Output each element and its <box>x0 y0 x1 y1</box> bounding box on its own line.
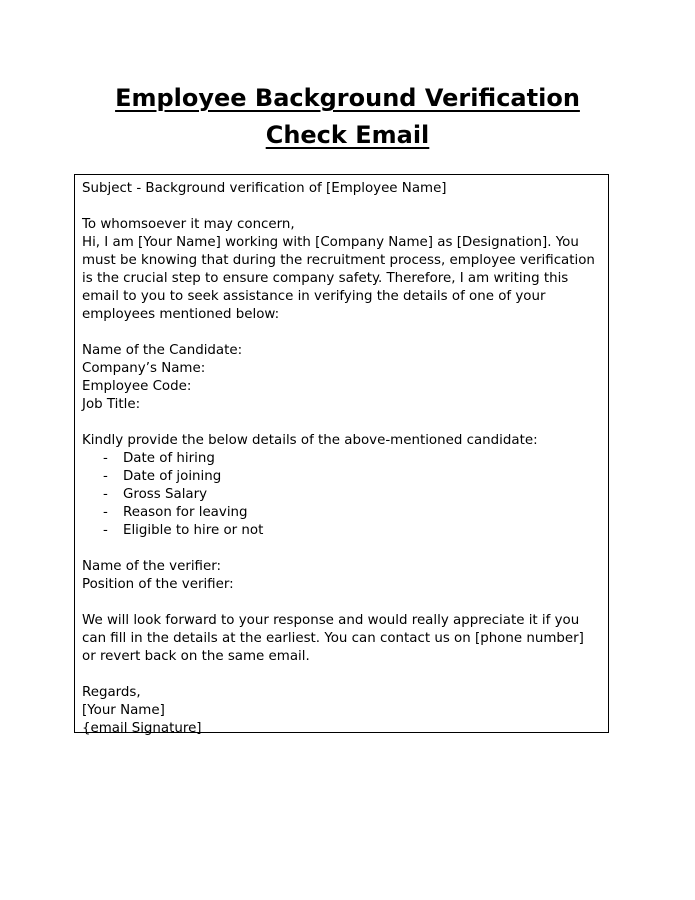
email-signoff: Regards, <box>82 685 141 700</box>
verifier-position-field: Position of the verifier: <box>82 577 234 592</box>
verifier-name-field: Name of the verifier: <box>82 559 221 574</box>
bullet-dash: - <box>103 451 108 466</box>
company-name-field: Company’s Name: <box>82 361 206 376</box>
list-item-text: Date of joining <box>123 469 222 484</box>
list-item <box>82 504 601 522</box>
spacer <box>82 414 601 432</box>
page-title-line-1: Employee Background Verification <box>115 84 580 112</box>
details-request: Kindly provide the below details of the above-mentioned candidate: <box>82 433 538 448</box>
list-item-text: Eligible to hire or not <box>123 523 264 538</box>
email-intro-paragraph: Hi, I am [Your Name] working with [Company Name] as [Designation]. You must be knowing that during the recruitment process, employee verification is the crucial step to ensure company safety. Therefore, I am writing this email to you to seek assistance in verifying the details of one of your employees mentioned below: <box>82 235 595 322</box>
sender-name: [Your Name] <box>82 703 165 718</box>
spacer <box>82 540 601 558</box>
employee-code-field: Employee Code: <box>82 379 192 394</box>
list-item-text: Gross Salary <box>123 487 208 502</box>
email-subject: Subject - Background verification of [Employee Name] <box>82 181 447 196</box>
spacer <box>82 198 601 216</box>
list-item <box>82 468 601 486</box>
job-title-field: Job Title: <box>82 397 141 412</box>
bullet-dash: - <box>103 469 108 484</box>
bullet-dash: - <box>103 505 108 520</box>
email-signature: {email Signature] <box>82 721 202 736</box>
spacer <box>82 324 601 342</box>
spacer <box>82 666 601 684</box>
list-item-text: Date of hiring <box>123 451 215 466</box>
email-closing-paragraph: We will look forward to your response and would really appreciate it if you can fill in the details at the earliest. You can contact us on [phone number] or revert back on the same email. <box>82 613 584 664</box>
email-template-box <box>74 174 609 736</box>
bullet-dash: - <box>103 487 108 502</box>
page-title-line-2: Check Email <box>265 121 430 149</box>
candidate-name-field: Name of the Candidate: <box>82 343 243 358</box>
list-item <box>82 450 601 468</box>
page-title <box>0 80 695 154</box>
details-list <box>82 450 601 540</box>
bullet-dash: - <box>103 523 108 538</box>
email-salutation: To whomsoever it may concern, <box>82 217 295 232</box>
list-item-text: Reason for leaving <box>123 505 248 520</box>
list-item <box>82 486 601 504</box>
spacer <box>82 594 601 612</box>
list-item <box>82 522 601 540</box>
